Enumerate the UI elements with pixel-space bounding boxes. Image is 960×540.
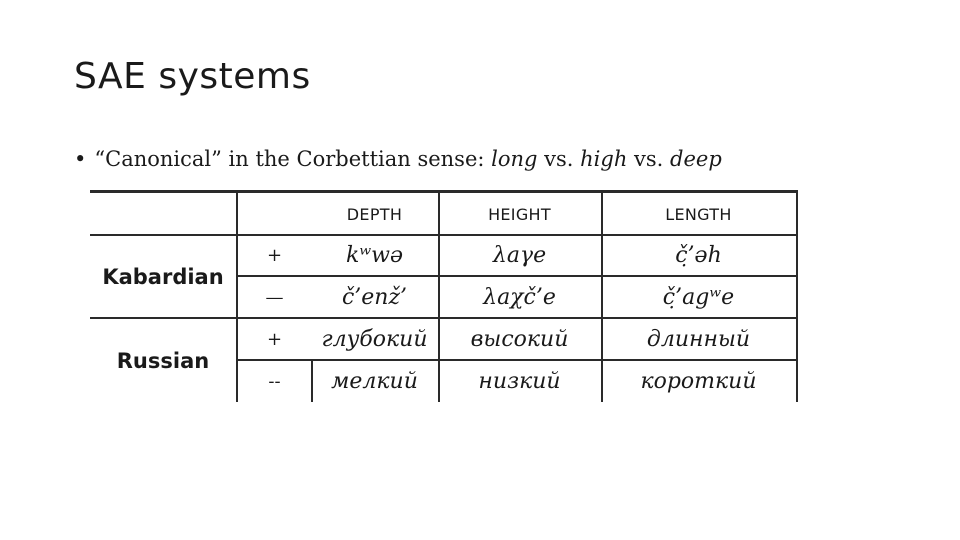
polarity-sign: + bbox=[266, 245, 283, 266]
word-depth: глубокий bbox=[321, 326, 428, 352]
header-height: HEIGHT bbox=[488, 204, 551, 224]
bullet-marker: • bbox=[74, 147, 87, 171]
term-high: high bbox=[580, 147, 628, 171]
word-depth: č’enž’ bbox=[341, 284, 408, 310]
word-length: короткий bbox=[640, 369, 757, 394]
bullet-point bbox=[74, 147, 722, 171]
language-kabardian: Kabardian bbox=[102, 264, 224, 289]
language-russian: Russian bbox=[116, 348, 210, 373]
comparison-table bbox=[90, 190, 798, 402]
bullet-separator-1: vs. bbox=[537, 147, 581, 171]
word-height: λaγe bbox=[492, 243, 547, 268]
polarity-sign: -- bbox=[268, 371, 281, 392]
bullet-separator-2: vs. bbox=[627, 147, 671, 171]
table-top-border bbox=[90, 190, 798, 193]
word-height: λaχč’e bbox=[483, 284, 556, 310]
slide-title: SAE systems bbox=[74, 56, 311, 97]
word-length: č̣’agʷe bbox=[662, 284, 735, 310]
column-divider bbox=[796, 190, 798, 402]
word-height: низкий bbox=[478, 369, 561, 394]
word-length: č̣’əh bbox=[675, 243, 722, 268]
term-deep: deep bbox=[670, 147, 722, 171]
header-length: LENGTH bbox=[665, 204, 732, 224]
bullet-prefix: “Canonical” in the Corbettian sense: bbox=[94, 147, 492, 171]
word-depth: мелкий bbox=[331, 369, 418, 394]
polarity-sign: — bbox=[265, 286, 284, 308]
term-long: long bbox=[491, 147, 538, 171]
polarity-sign: + bbox=[266, 328, 283, 350]
word-depth: kʷwə bbox=[345, 243, 404, 268]
header-depth: DEPTH bbox=[346, 204, 403, 224]
word-length: длинный bbox=[646, 326, 751, 352]
word-height: высокий bbox=[470, 326, 569, 352]
